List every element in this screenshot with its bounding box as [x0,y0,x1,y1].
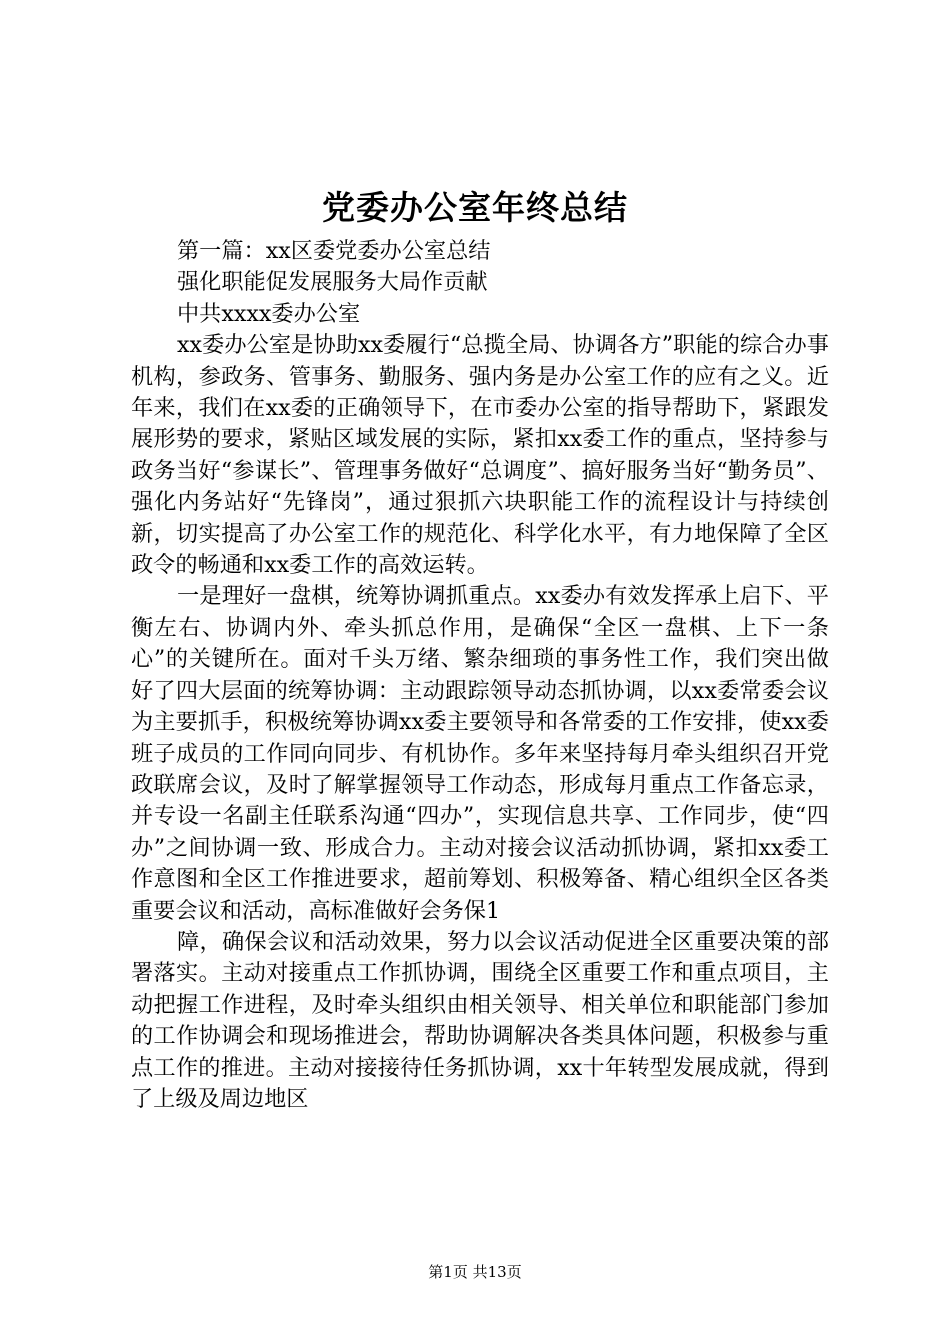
page-number-footer: 第1页 共13页 [428,1263,522,1281]
subtitle-chapter: 第一篇：xx区委党委办公室总结 [177,238,491,264]
paragraph-continuation: 障，确保会议和活动效果，努力以会议活动促进全区重要决策的部署落实。主动对接重点工作抓协调，围绕全区重要工作和重点项目，主动把握工作进程，及时牵头组织由相关领导、相关单位和职能部门参加的工作协调会和现场推进会，帮助协调解决各类具体问题，积极参与重点工作的推进。主动对接接待任务抓协调，xx十年转型发展成就，得到了上级及周边地区 [131,928,829,1112]
paragraph-intro: xx委办公室是协助xx委履行“总揽全局、协调各方”职能的综合办事机构，参政务、管事务、勤服务、强内务是办公室工作的应有之义。近年来，我们在xx委的正确领导下，在市委办公室的指导帮助下，紧跟发展形势的要求，紧贴区域发展的实际，紧扣xx委工作的重点，坚持参与政务当好“参谋长”、管理事务做好“总调度”、搞好服务当好“勤务员”、强化内务站好“先锋岗”，通过狠抓六块职能工作的流程设计与持续创新，切实提高了办公室工作的规范化、科学化水平，有力地保障了全区政令的畅通和xx委工作的高效运转。 [131,332,829,579]
paragraph-coordination: 一是理好一盘棋，统筹协调抓重点。xx委办有效发挥承上启下、平衡左右、协调内外、牵头抓总作用，是确保“全区一盘棋、上下一条心”的关键所在。面对千头万绪、繁杂细琐的事务性工作，我们突出做好了四大层面的统筹协调：主动跟踪领导动态抓协调，以xx委常委会议为主要抓手，积极统筹协调xx委主要领导和各常委的工作安排，使xx委班子成员的工作同向同步、有机协作。多年来坚持每月牵头组织召开党政联席会议，及时了解掌握领导工作动态，形成每月重点工作备忘录，并专设一名副主任联系沟通“四办”，实现信息共享、工作同步，使“四办”之间协调一致、形成合力。主动对接会议活动抓协调，紧扣xx委工作意图和全区工作推进要求，超前筹划、积极筹备、精心组织全区各类重要会议和活动，高标准做好会务保1 [131,583,829,924]
document-body [131,236,829,1115]
document-title: 党委办公室年终总结 [322,188,628,227]
subtitle-author: 中共xxxx委办公室 [177,300,361,327]
subtitle-theme: 强化职能促发展服务大局作贡献 [177,269,488,296]
